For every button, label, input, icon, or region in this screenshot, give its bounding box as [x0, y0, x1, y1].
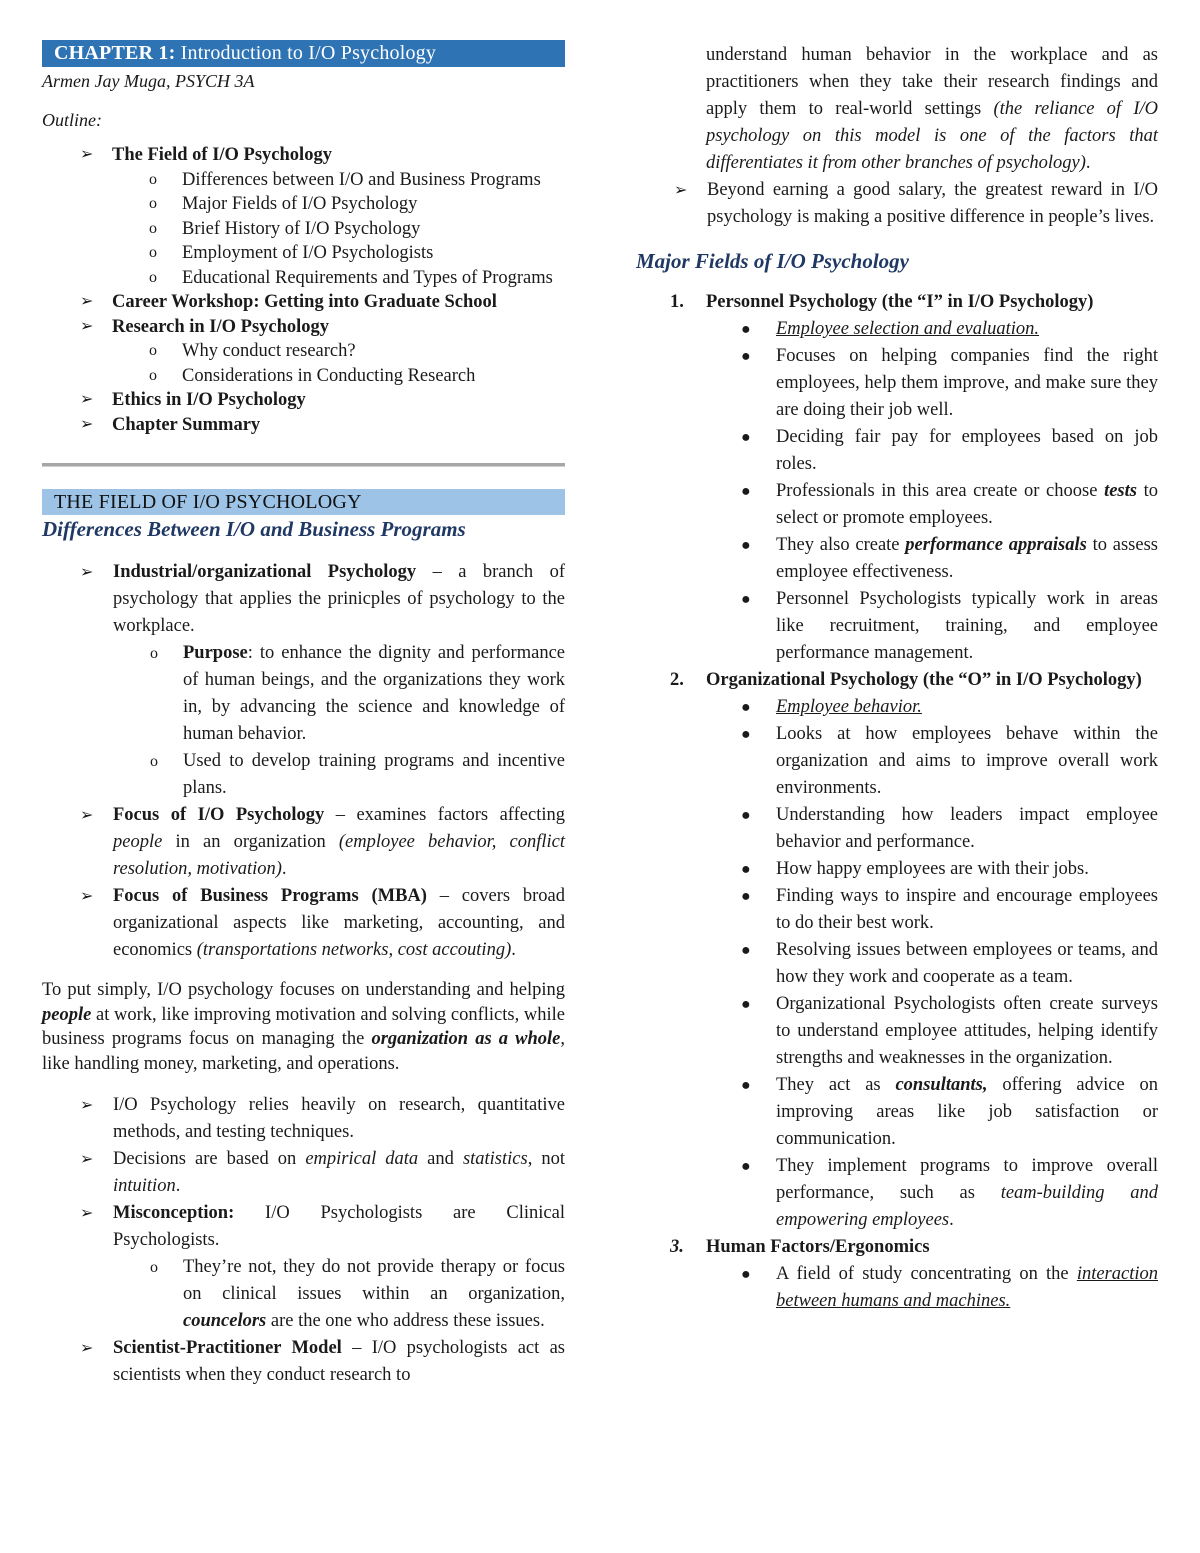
field-title: Human Factors/Ergonomics	[706, 1237, 930, 1257]
author-line: Armen Jay Muga, PSYCH 3A	[42, 71, 255, 91]
dot-bullet-icon: ●	[741, 591, 751, 608]
circle-bullet-icon: o	[149, 219, 157, 237]
list-item: ➢ Industrial/organizational Psychology – a branch of psychology that applies the prinicples of psychology to the workplace. o Purpose: to enhance the dignity and performance of human beings, and the organizations they work in, by advancing the science and knowledge of human behavior. o Used to develop training programs and incentive plans.	[42, 559, 565, 802]
bullet-list	[706, 694, 1158, 1234]
bullet-item: ● Professionals in this area create or choose tests to select or promote employees.	[706, 478, 1158, 532]
arrow-bullet-icon: ➢	[80, 1097, 94, 1114]
sub-item: o They’re not, they do not provide therapy or focus on clinical issues within an organization, councelors are the one who address these issues.	[183, 1254, 565, 1335]
subsection-heading: Major Fields of I/O Psychology	[636, 249, 909, 273]
outline-sub-item: o Considerations in Conducting Research	[182, 364, 565, 389]
dot-bullet-icon: ●	[741, 699, 751, 716]
sub-list	[113, 1254, 565, 1335]
continued-list	[636, 42, 1158, 231]
dot-bullet-icon: ●	[741, 1266, 751, 1283]
dot-bullet-icon: ●	[741, 942, 751, 959]
bullet-item: ● Understanding how leaders impact employee behavior and performance.	[706, 802, 1158, 856]
sub-list	[113, 640, 565, 802]
bullet-item: ● Resolving issues between employees or teams, and how they work and cooperate as a team.	[706, 937, 1158, 991]
left-column	[42, 40, 565, 1389]
outline-sub-item: o Differences between I/O and Business Programs	[182, 168, 565, 193]
outline-item: ➢ Research in I/O Psychology o Why conduct research? o Considerations in Conducting Research	[42, 315, 565, 389]
bullet-item: ● Looks at how employees behave within the organization and aims to improve overall work environments.	[706, 721, 1158, 802]
list-item: ➢ Misconception: I/O Psychologists are Clinical Psychologists. o They’re not, they do not provide therapy or focus on clinical issues within an organization, councelors are the one who address these issues.	[42, 1200, 565, 1335]
outline-sub-item: o Why conduct research?	[182, 339, 565, 364]
list-item: ➢ Beyond earning a good salary, the greatest reward in I/O psychology is making a positive difference in people’s lives.	[636, 177, 1158, 231]
bullet-item: ● Employee behavior.	[706, 694, 1158, 721]
arrow-bullet-icon: ➢	[80, 415, 94, 433]
outline-sub-item: o Employment of I/O Psychologists	[182, 241, 565, 266]
section-header-bar: THE FIELD OF I/O PSYCHOLOGY	[42, 489, 565, 515]
outline-item: ➢ The Field of I/O Psychology o Differences between I/O and Business Programs o Major Fields of I/O Psychology o Brief History of I/O Psychology o Employment of I/O Psychologists o Educational Requirements and Types of Programs	[42, 143, 565, 290]
outline-sub-list	[112, 339, 565, 388]
right-column	[636, 42, 1158, 1315]
chapter-title: Introduction to I/O Psychology	[180, 42, 437, 64]
arrow-bullet-icon: ➢	[80, 888, 94, 905]
arrow-bullet-icon: ➢	[80, 564, 94, 581]
dot-bullet-icon: ●	[741, 861, 751, 878]
list-item: ➢ Decisions are based on empirical data and statistics, not intuition.	[42, 1146, 565, 1200]
outline-sub-item: o Brief History of I/O Psychology	[182, 217, 565, 242]
bullet-item: ● They also create performance appraisals to assess employee effectiveness.	[706, 532, 1158, 586]
outline-item: ➢ Ethics in I/O Psychology	[42, 388, 565, 413]
list-item: ➢ Scientist-Practitioner Model – I/O psychologists act as scientists when they conduct research to	[42, 1335, 565, 1389]
chapter-label: CHAPTER 1:	[54, 42, 176, 64]
chapter-header-bar	[42, 40, 565, 67]
sub-item: o Purpose: to enhance the dignity and performance of human beings, and the organizations they work in, by advancing the science and knowledge of human behavior.	[183, 640, 565, 748]
circle-bullet-icon: o	[150, 1259, 158, 1276]
arrow-bullet-icon: ➢	[80, 1151, 94, 1168]
list-item: ➢ I/O Psychology relies heavily on research, quantitative methods, and testing techniques.	[42, 1092, 565, 1146]
arrow-bullet-icon: ➢	[80, 146, 94, 163]
arrow-bullet-icon: ➢	[80, 1340, 94, 1357]
list-item: ➢ Focus of Business Programs (MBA) – covers broad organizational aspects like marketing, accounting, and economics (transportations networks, cost accouting).	[42, 883, 565, 964]
bullet-item: ● Personnel Psychologists typically work in areas like recruitment, training, and employee performance management.	[706, 586, 1158, 667]
dot-bullet-icon: ●	[741, 807, 751, 824]
circle-bullet-icon: o	[149, 342, 157, 359]
field-item: 1. Personnel Psychology (the “I” in I/O Psychology) ● Employee selection and evaluation. ● Focuses on helping companies find the right employees, help them improve, and make sure they are doing their job well. ● Deciding fair pay for employees based on job roles. ● Professionals in this area create or choose tests to select or promote employees. ● They also create performance appraisals to assess employee effectiveness. ● Personnel Psychologists typically work in areas like recruitment, training, and employee performance management.	[636, 289, 1158, 667]
bullet-item: ● Employee selection and evaluation.	[706, 316, 1158, 343]
bullet-list	[706, 1261, 1158, 1315]
circle-bullet-icon: o	[150, 645, 158, 662]
field-item: 3. Human Factors/Ergonomics ● A field of study concentrating on the interaction between humans and machines.	[636, 1234, 1158, 1315]
dot-bullet-icon: ●	[741, 483, 751, 500]
arrow-bullet-icon: ➢	[80, 293, 94, 310]
field-title: Organizational Psychology (the “O” in I/O Psychology)	[706, 670, 1142, 690]
outline-sub-item: o Major Fields of I/O Psychology	[182, 192, 565, 217]
dot-bullet-icon: ●	[741, 321, 751, 338]
dot-bullet-icon: ●	[741, 429, 751, 446]
arrow-bullet-icon: ➢	[674, 182, 688, 199]
list-item: ➢ Focus of I/O Psychology – examines factors affecting people in an organization (employee behavior, conflict resolution, motivation).	[42, 802, 565, 883]
bullet-list	[706, 316, 1158, 667]
major-fields-list	[636, 289, 1158, 1315]
circle-bullet-icon: o	[149, 195, 157, 212]
dot-bullet-icon: ●	[741, 996, 751, 1013]
list-item-continued: understand human behavior in the workplace and as practitioners when they take their research findings and apply them to real-world settings (the reliance of I/O psychology on this model is one of the factors that differentiates it from other branches of psychology).	[706, 45, 1158, 173]
field-title: Personnel Psychology (the “I” in I/O Psychology)	[706, 292, 1094, 312]
circle-bullet-icon: o	[149, 244, 157, 261]
summary-paragraph: To put simply, I/O psychology focuses on understanding and helping people at work, like improving motivation and solving conflicts, while business programs focus on managing the organization as a whole, like handling money, marketing, and operations.	[42, 980, 566, 1074]
subsection-heading: Differences Between I/O and Business Programs	[42, 517, 466, 541]
bullet-item: ● A field of study concentrating on the interaction between humans and machines.	[706, 1261, 1158, 1315]
circle-bullet-icon: o	[149, 268, 157, 286]
dot-bullet-icon: ●	[741, 1158, 751, 1175]
definition-list	[42, 559, 565, 964]
dot-bullet-icon: ●	[741, 726, 751, 743]
outline-label: Outline:	[42, 110, 102, 130]
arrow-bullet-icon: ➢	[80, 391, 94, 408]
outline-list	[42, 143, 565, 437]
bullet-item: ● They implement programs to improve overall performance, such as team-building and empowering employees.	[706, 1153, 1158, 1234]
sub-item: o Used to develop training programs and incentive plans.	[183, 748, 565, 802]
dot-bullet-icon: ●	[741, 888, 751, 905]
dot-bullet-icon: ●	[741, 348, 751, 365]
bullet-item: ● Organizational Psychologists often create surveys to understand employee attitudes, helping identify strengths and weaknesses in the organization.	[706, 991, 1158, 1072]
outline-item: ➢ Career Workshop: Getting into Graduate School	[42, 290, 565, 315]
circle-bullet-icon: o	[150, 753, 158, 770]
field-item: 2. Organizational Psychology (the “O” in I/O Psychology) ● Employee behavior. ● Looks at how employees behave within the organization and aims to improve overall work environments. ● Understanding how leaders impact employee behavior and performance. ● How happy employees are with their jobs. ● Finding ways to inspire and encourage employees to do their best work. ● Resolving issues between employees or teams, and how they work and cooperate as a team. ● Organizational Psychologists often create surveys to understand employee attitudes, helping identify strengths and weaknesses in the organization. ● They act as consultants, offering advice on improving areas like job satisfaction or communication. ● They implement programs to improve overall performance, such as team-building and empowering employees.	[636, 667, 1158, 1234]
bullet-item: ● Focuses on helping companies find the right employees, help them improve, and make sure they are doing their job well.	[706, 343, 1158, 424]
bullet-item: ● Deciding fair pay for employees based on job roles.	[706, 424, 1158, 478]
circle-bullet-icon: o	[149, 170, 157, 188]
outline-sub-list	[112, 168, 565, 291]
dot-bullet-icon: ●	[741, 537, 751, 554]
circle-bullet-icon: o	[149, 366, 157, 384]
bullet-item: ● Finding ways to inspire and encourage employees to do their best work.	[706, 883, 1158, 937]
arrow-bullet-icon: ➢	[80, 1205, 94, 1222]
bullet-item: ● How happy employees are with their jobs.	[706, 856, 1158, 883]
arrow-bullet-icon: ➢	[80, 317, 94, 335]
outline-item: ➢ Chapter Summary	[42, 413, 565, 438]
bullet-item: ● They act as consultants, offering advice on improving areas like job satisfaction or communication.	[706, 1072, 1158, 1153]
facts-list	[42, 1092, 565, 1389]
outline-sub-item: o Educational Requirements and Types of Programs	[182, 266, 565, 291]
dot-bullet-icon: ●	[741, 1077, 751, 1094]
arrow-bullet-icon: ➢	[80, 807, 94, 824]
